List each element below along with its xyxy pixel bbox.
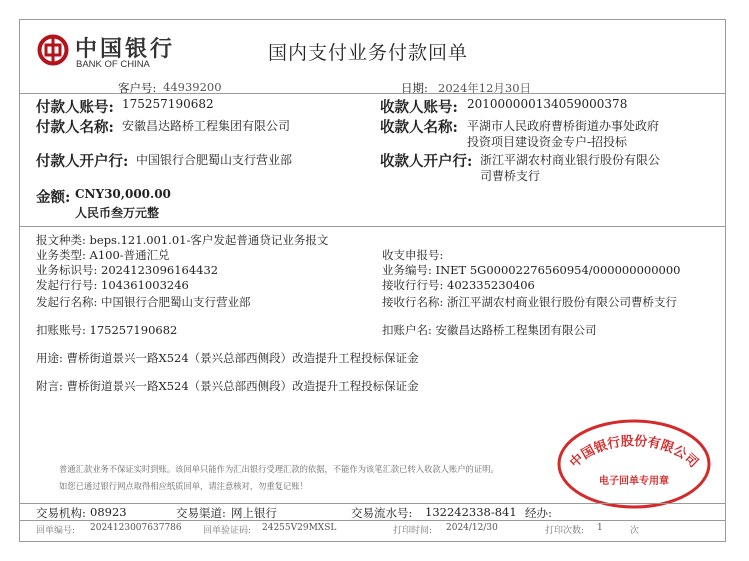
payer-name-label: 付款人名称:: [36, 119, 114, 136]
org-label: 交易机构:: [36, 506, 86, 520]
business-type: 业务类型: A100-普通汇兑: [36, 248, 170, 262]
payer-account-label: 付款人账号:: [36, 99, 114, 116]
print-count-unit: 次: [630, 526, 640, 536]
print-time-label: 打印时间:: [393, 526, 433, 536]
debit-account: 扣账账号: 175257190682: [36, 323, 178, 337]
receipt-no: 2024123007637786: [90, 523, 182, 533]
org-value: 08923: [90, 505, 127, 519]
message-type: 报文种类: beps.121.001.01-客户发起普通贷记业务报文: [36, 233, 329, 247]
payee-name-line1: 平湖市人民政府曹桥街道办事处政府: [467, 119, 660, 133]
receiving-bank-name: 接收行名称: 浙江平湖农村商业银行股份有限公司曹桥支行: [382, 295, 678, 309]
print-count-label: 打印次数:: [545, 526, 585, 536]
bank-name-cn: 中国银行: [75, 36, 176, 62]
receipt-report-no: 收支申报号:: [382, 248, 444, 262]
e-receipt-seal: [555, 418, 713, 510]
print-count: 1: [597, 523, 603, 533]
amount-words: 人民币叁万元整: [75, 206, 160, 220]
business-no: 业务编号: INET 5G00002276560954/000000000000: [382, 263, 681, 277]
payer-name: 安徽昌达路桥工程集团有限公司: [122, 119, 291, 133]
channel-label: 交易渠道:: [176, 506, 226, 520]
amount-label: 金额:: [36, 189, 71, 206]
seal-org-text: 中国银行股份有限公司: [567, 434, 701, 471]
payer-account: 175257190682: [122, 97, 214, 111]
amount-value: CNY30,000.00: [75, 187, 171, 201]
payee-bank-line2: 司曹桥支行: [480, 169, 541, 183]
seal-purpose-text: 电子回单专用章: [599, 476, 669, 487]
receipt-no-label: 回单编号:: [36, 526, 76, 536]
divider: [19, 226, 726, 227]
serial-value: 132242338-841: [425, 505, 517, 519]
payer-bank: 中国银行合肥蜀山支行营业部: [136, 153, 293, 167]
sending-bank-no: 发起行行号: 104361003246: [36, 278, 189, 292]
verify-code-label: 回单验证码:: [203, 526, 252, 536]
debit-account-name: 扣账户名: 安徽昌达路桥工程集团有限公司: [382, 323, 597, 337]
verify-code: 24255V29MXSL: [262, 523, 337, 533]
postscript: 附言: 曹桥街道景兴一路X524（景兴总部西侧段）改造提升工程投标保证金: [36, 379, 419, 393]
channel-value: 网上银行: [231, 506, 277, 520]
receiving-bank-no: 接收行行号: 402335230406: [382, 278, 535, 292]
payee-account-label: 收款人账号:: [380, 99, 458, 116]
date-value: 2024年12月30日: [438, 81, 532, 95]
date-label: 日期:: [401, 81, 428, 95]
payee-bank-line1: 浙江平湖农村商业银行股份有限公: [480, 153, 661, 167]
business-id: 业务标识号: 2024123096164432: [36, 263, 219, 277]
handler-label: 经办:: [525, 506, 552, 520]
customer-no: 44939200: [163, 80, 222, 94]
payee-bank-label: 收款人开户行:: [380, 153, 473, 170]
divider: [19, 93, 726, 94]
divider: [19, 503, 726, 504]
payee-name-line2: 投资项目建设资金专户-招投标: [467, 135, 628, 149]
page-title: 国内支付业务付款回单: [268, 42, 469, 64]
payer-bank-label: 付款人开户行:: [36, 153, 129, 170]
notice-line-1: 普通汇款业务不保证实时到账。该回单只能作为汇出银行受理汇款的依据，不能作为该笔汇款已转入收款人账户的证明。: [59, 464, 499, 474]
payee-account: 20100000013405900037​8: [467, 97, 628, 111]
bank-name-en: BANK OF CHINA: [76, 59, 150, 70]
divider: [19, 520, 726, 521]
customer-no-label: 客户号:: [118, 81, 157, 95]
payee-name-label: 收款人名称:: [380, 119, 458, 136]
print-time: 2024/12/30: [446, 523, 498, 533]
serial-label: 交易流水号:: [351, 506, 413, 520]
purpose: 用途: 曹桥街道景兴一路X524（景兴总部西侧段）改造提升工程投标保证金: [36, 351, 419, 365]
notice-line-2: 如您已通过银行网点取得相应纸质回单，请注意核对，勿重复记账！: [59, 481, 308, 491]
sending-bank-name: 发起行名称: 中国银行合肥蜀山支行营业部: [36, 295, 251, 309]
